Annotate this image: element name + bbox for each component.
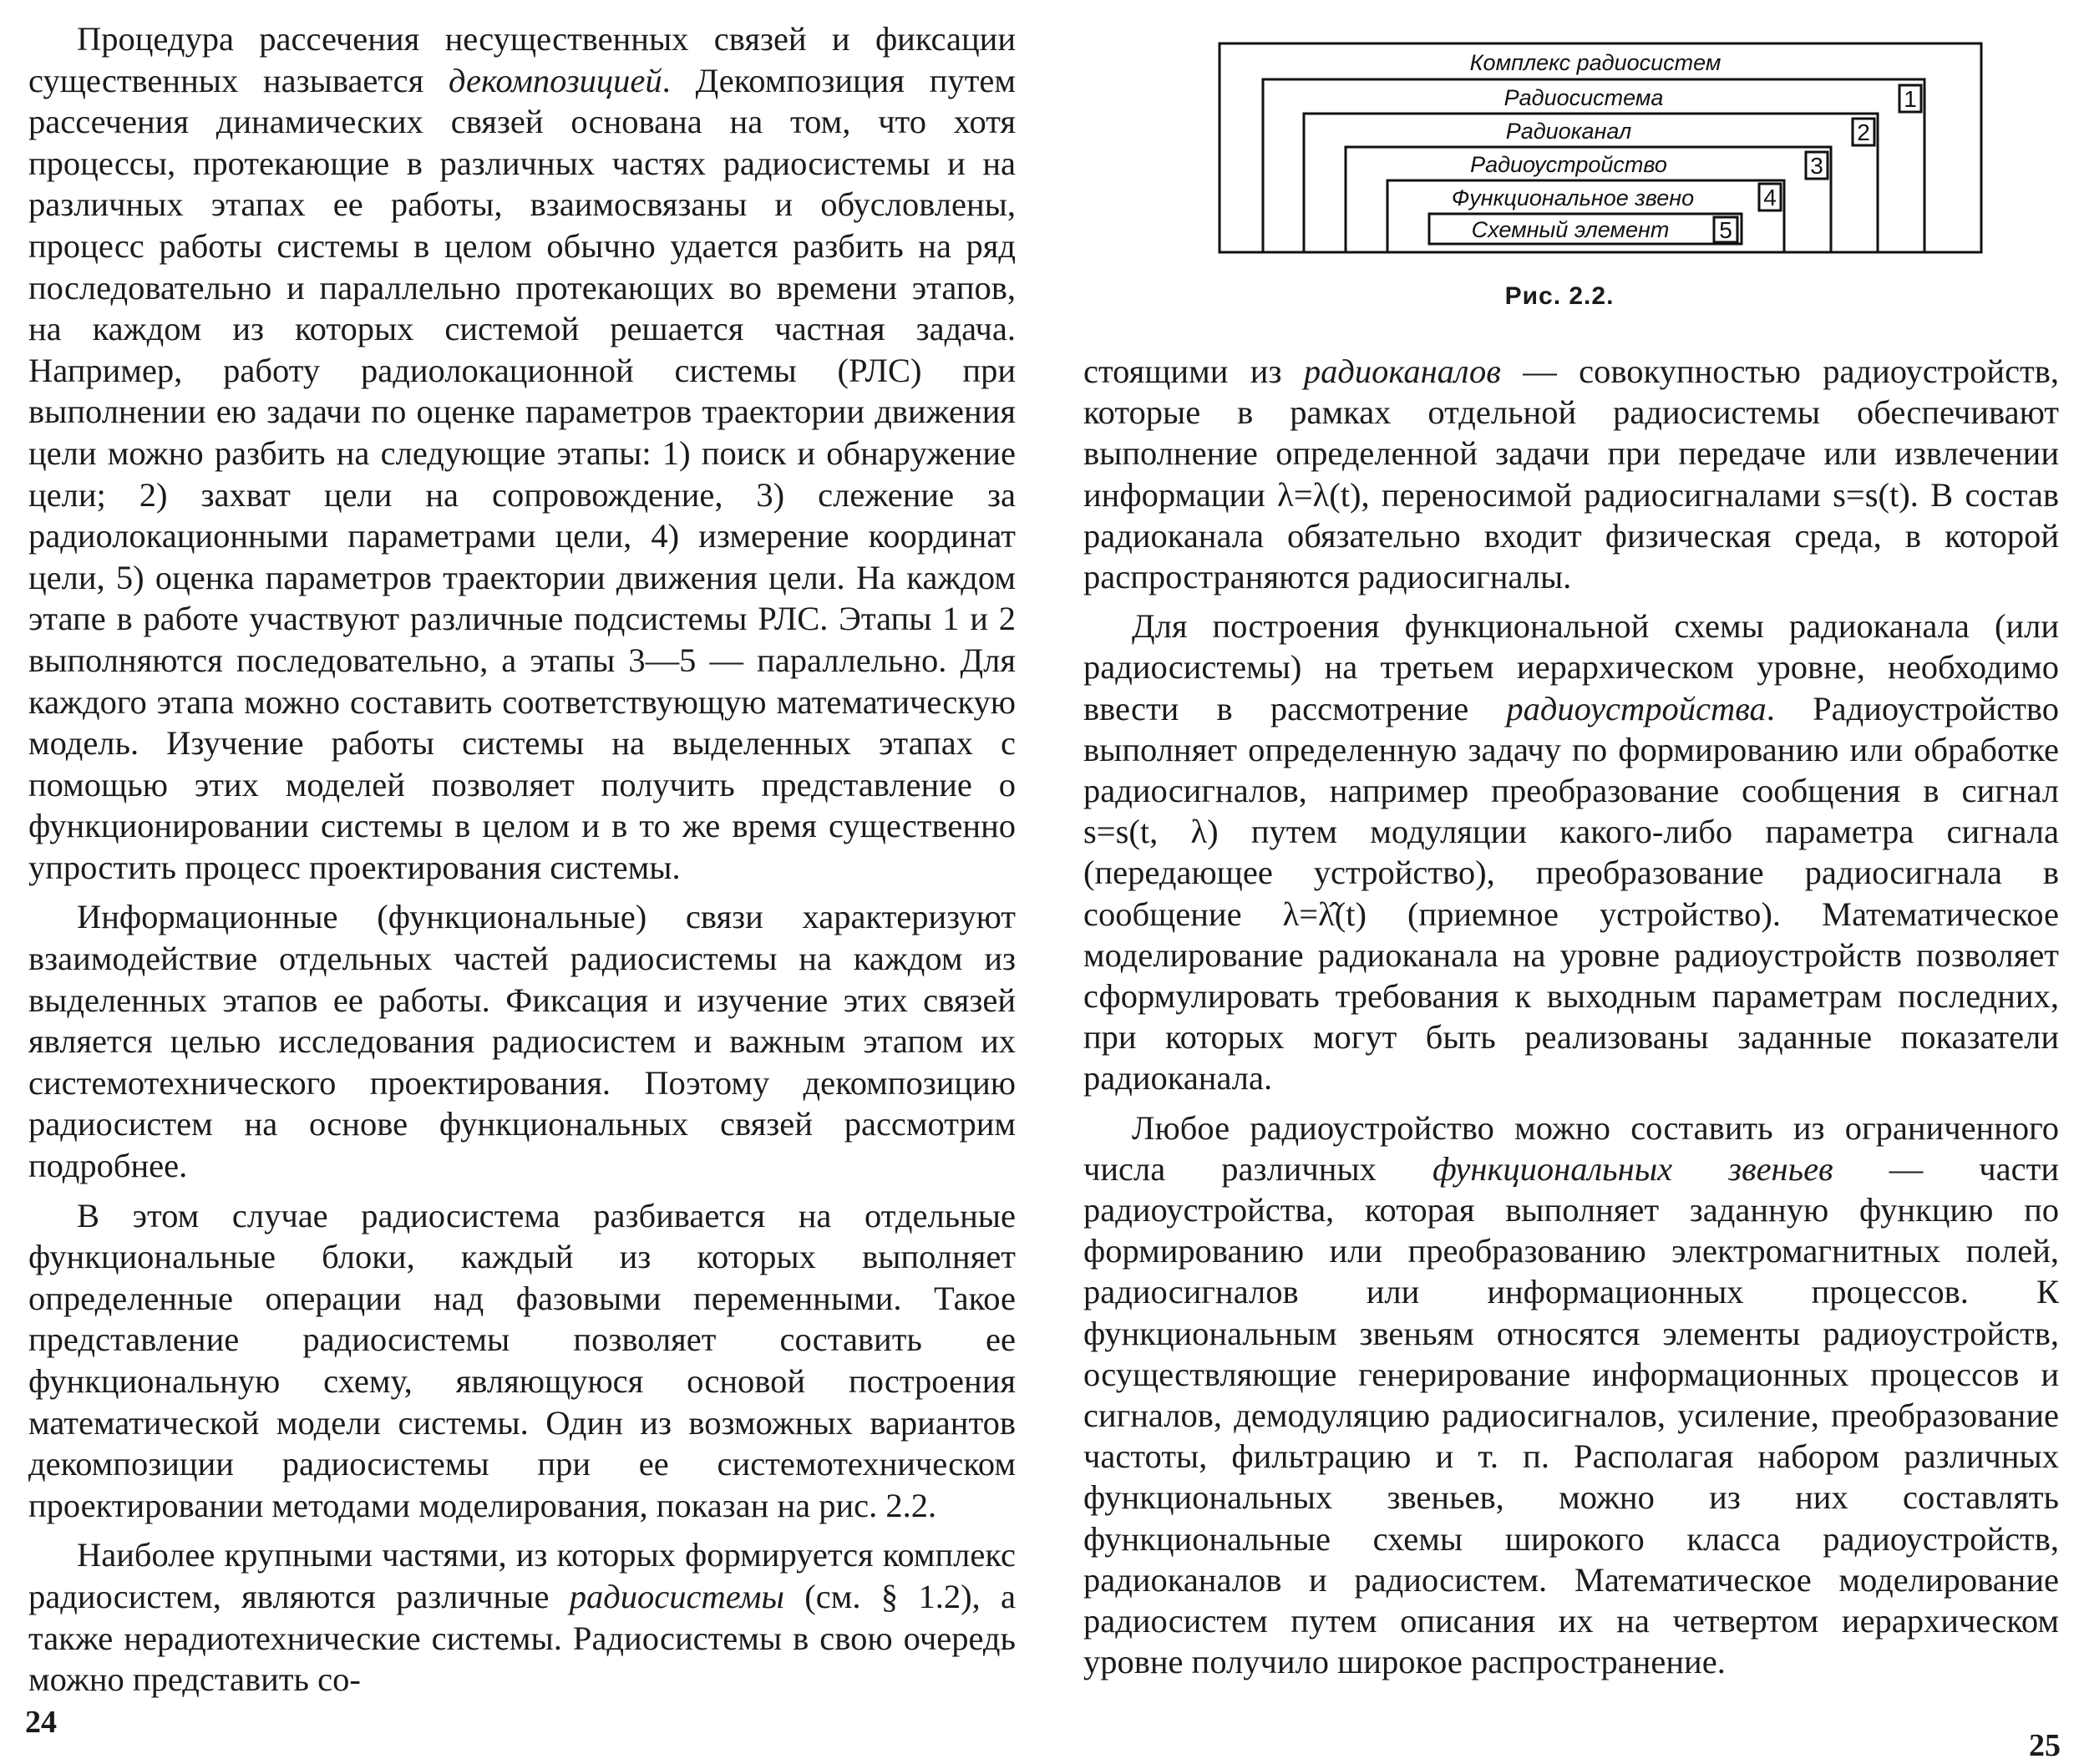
term-emphasis: радиосистемы — [569, 1577, 784, 1615]
level-number-4: 4 — [1763, 185, 1777, 210]
level-label-0: Комплекс радиосистем — [1469, 50, 1722, 75]
term-emphasis: декомпозицией — [449, 61, 662, 99]
paragraph: Для построения функциональной схемы радиоканала (или радиосистемы) на третьем иерархическом уровне, необходимо ввести в рассмотрение радиоустройства. Радиоустройство выполняет определенную задачу по формированию или обработке радиосигналов, например преобразование сообщения в сигнал s=s(t, λ) путем модуляции какого-либо параметра сигнала (передающее устройство), преобразование радиосигнала в сообщение λ=λ̂(t) (приемное устройство). Математическое моделирование радиоканала на уровне радиоустройств позволяет сформулировать требования к выходным параметрам последних, при которых могут быть реализованы заданные показатели радиоканала. — [1083, 607, 2059, 1097]
left-page-text — [28, 18, 1016, 1701]
paragraph: Наиболее крупными частями, из которых формируется комплекс радиосистем, являются различные радиосистемы (см. § 1.2), а также нерадиотехнические системы. Радиосистемы в свою очередь можно представить со- — [28, 1536, 1016, 1699]
page-number: 25 — [2029, 1728, 2061, 1763]
paragraph: Процедура рассечения несущественных связей и фиксации существенных называется декомпозицией. Декомпозиция путем рассечения динамических связей основана на том, что хотя процессы, протекающие в различных частях радиосистемы и на различных этапах ее работы, взаимосвязаны и обусловлены, процесс работы системы в целом обычно удается разбить на ряд последовательно и параллельно протекающих во времени этапов, на каждом из которых системой решается частная задача. Например, работу радиолокационной системы (РЛС) при выполнении ею задачи по оценке параметров траектории движения цели можно разбить на следующие этапы: 1) поиск и обнаружение цели; 2) захват цели на сопровождение, 3) слежение за радиолокационными параметрами цели, 4) измерение координат цели, 5) оценка параметров траектории движения цели. На каждом этапе в работе участвуют различные подсистемы РЛС. Этапы 1 и 2 выполняются последовательно, а этапы 3—5 — параллельно. Для каждого этапа можно составить соответствующую математическую модель. Изучение работы системы на выделенных этапах с помощью этих моделей позволяет получить представление о функционировании системы в целом и в то же время существенно упростить процесс проектирования системы. — [28, 20, 1016, 886]
figure-hierarchy-diagram — [1218, 42, 1986, 257]
level-number-3: 3 — [1810, 153, 1823, 179]
level-label-5: Схемный элемент — [1471, 217, 1670, 242]
level-label-2: Радиоканал — [1505, 119, 1632, 144]
level-label-4: Функциональное звено — [1451, 185, 1695, 210]
page-number: 24 — [25, 1705, 57, 1740]
term-emphasis: радиоустройства — [1506, 689, 1767, 727]
paragraph: стоящими из радиоканалов — совокупностью радиоустройств, которые в рамках отдельной радиосистемы обеспечивают выполнение определенной задачи при передаче или извлечении информации λ=λ(t), переносимой радиосигналами s=s(t). В состав радиоканала обязательно входит физическая среда, в которой распространяются радиосигналы. — [1083, 352, 2059, 596]
hierarchy-diagram — [1218, 42, 1986, 257]
paragraph: Информационные (функциональные) связи характеризуют взаимодействие отдельных частей радиосистемы на каждом из выделенных этапов ее работы. Фиксация и изучение этих связей является целью исследования радиосистем и важным этапом их системотехнического проектирования. Поэтому декомпозицию радиосистем на основе функциональных связей рассмотрим подробнее. — [28, 898, 1016, 1185]
right-page — [1040, 0, 2079, 1761]
level-number-1: 1 — [1904, 86, 1917, 112]
term-emphasis: радиоканалов — [1303, 352, 1501, 390]
figure-caption: Рис. 2.2. — [1504, 282, 1615, 310]
paragraph: Любое радиоустройство можно составить из ограниченного числа различных функциональных звеньев — части радиоустройства, которая выполняет заданную функцию по формированию или преобразованию электромагнитных полей, радиосигналов или информационных процессов. К функциональным звеньям относятся элементы радиоустройств, осуществляющие генерирование информационных процессов и сигналов, демодуляцию радиосигналов, усиление, преобразование частоты, фильтрацию и т. п. Располагая набором различных функциональных звеньев, можно из них составлять функциональные схемы широкого класса радиоустройств, радиоканалов и радиосистем. Математическое моделирование радиосистем путем описания их на четвертом иерархическом уровне получило широкое распространение. — [1083, 1108, 2059, 1681]
level-label-3: Радиоустройство — [1470, 152, 1667, 177]
left-page — [0, 0, 1040, 1761]
level-number-2: 2 — [1857, 119, 1870, 145]
level-number-5: 5 — [1719, 217, 1732, 243]
level-label-1: Радиосистема — [1503, 85, 1664, 110]
term-emphasis: функциональных звеньев — [1432, 1149, 1833, 1188]
paragraph: В этом случае радиосистема разбивается на отдельные функциональные блоки, каждый из которых выполняет определенные операции над фазовыми переменными. Такое представление радиосистемы позволяет составить ее функциональную схему, являющуюся основой построения математической модели системы. Один из возможных вариантов декомпозиции радиосистемы при ее системотехническом проектировании методами моделирования, показан на рис. 2.2. — [28, 1196, 1016, 1524]
right-page-text — [1083, 351, 2059, 1683]
